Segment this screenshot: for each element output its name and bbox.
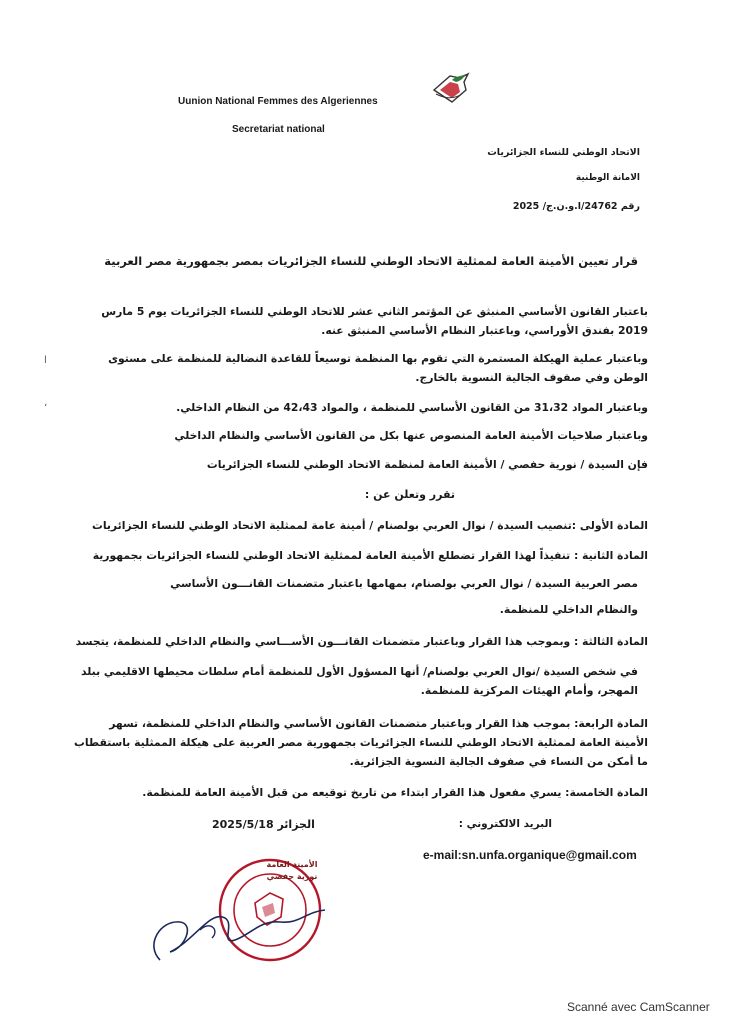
secretariat-name-fr: Secretariat national [232, 124, 325, 135]
organization-name-fr: Uunion National Femmes des Algeriennes [178, 96, 378, 107]
scan-edge-mark: ا [44, 355, 47, 366]
preamble-paragraph: وباعتبار صلاحيات الأمينة العامة المنصوص عنها بكل من القانون الأساسي والنظام الداخلي [174, 429, 648, 442]
decision-heading: تقرر وتعلن عن : [364, 488, 455, 501]
article-2-line-3: والنظام الداخلي للمنظمة. [499, 603, 638, 616]
email-address[interactable]: e-mail:sn.unfa.organique@gmail.com [423, 848, 637, 862]
stamp-title: الأمينة العامة [266, 860, 318, 869]
signature-icon [140, 890, 350, 970]
preamble-paragraph: باعتبار القانون الأساسي المنبثق عن المؤتمر الثاني عشر للاتحاد الوطني للنساء الجزائريات يوم 5 مارس 2019 بفندق الأوراسي، وباعتبار النظام الأساسي المنبثق عنه. [101, 305, 648, 337]
scan-edge-mark: ، [44, 398, 48, 409]
preamble-paragraph: وباعتبار عملية الهيكلة المستمرة التي تقوم بها المنظمة توسيعاً للقاعدة النضالية للمنظمة على مستوى الوطن وفي صفوف الجالية النسوية بالخارج. [108, 352, 648, 384]
preamble-paragraph: فإن السيدة / نورية حفصي / الأمينة العامة لمنظمة الاتحاد الوطني للنساء الجزائريات [206, 458, 648, 471]
article-4: المادة الرابعة: بموجب هذا القرار وباعتبار متضمنات القانون الأساسي والنظام الداخلي للمنظمة، تسهر الأمينة العامة لممثلية الاتحاد الوطني للنساء الجزائريات بجمهورية مصر العربية على هيكلة الممثلية باستقطاب ما أمكن من النساء في صفوف الجالية النسوية الجزائرية. [74, 717, 648, 768]
article-3-line-2: في شخص السيدة /نوال العربي بولصنام/ أنها المسؤول الأول للمنظمة أمام سلطات محيطها الاقليمي ببلد المهجر، وأمام الهيئات المركزية للمنظمة. [81, 665, 638, 697]
document-date: الجزائر 2025/5/18 [212, 818, 315, 831]
reference-number: رقم 24762/ا.و.ن.ج/ 2025 [512, 201, 640, 212]
organization-logo-icon [430, 68, 472, 108]
organization-name-ar: الاتحاد الوطني للنساء الجزائريات [487, 147, 640, 158]
email-label: البريد الالكتروني : [458, 818, 552, 830]
document-title: قرار تعيين الأمينة العامة لممثلية الاتحاد الوطني للنساء الجزائريات بمصر بجمهورية مصر العربية [104, 254, 638, 268]
article-2-line-1: المادة الثانية : تنفيذاً لهذا القرار تضطلع الأمينة العامة لممثلية الاتحاد الوطني للنساء الجزائريات بجمهورية [92, 549, 648, 562]
stamp-name: نورية حفصي [266, 872, 318, 881]
article-5: المادة الخامسة: يسري مفعول هذا القرار ابتداء من تاريخ توقيعه من قبل الأمينة العامة للمنظمة. [142, 786, 648, 799]
article-3-line-1: المادة الثالثة : وبموجب هذا القرار وباعتبار متضمنات القانـــون الأســـاسي والنظام الداخلي للمنظمة، يتجسد [75, 635, 648, 648]
article-1: المادة الأولى :تنصيب السيدة / نوال العربي بولصنام / أمينة عامة لممثلية الاتحاد الوطني للنساء الجزائريات [91, 519, 648, 532]
secretariat-name-ar: الامانة الوطنية [575, 173, 640, 183]
preamble-paragraph: وباعتبار المواد 31،32 من القانون الأساسي للمنظمة ، والمواد 42،43 من النظام الداخلي. [176, 401, 648, 414]
article-2-line-2: مصر العربية السيدة / نوال العربي بولصنام، بمهامها باعتبار متضمنات القانـــون الأساسي [170, 577, 638, 590]
scanner-watermark: Scanné avec CamScanner [567, 1000, 710, 1014]
